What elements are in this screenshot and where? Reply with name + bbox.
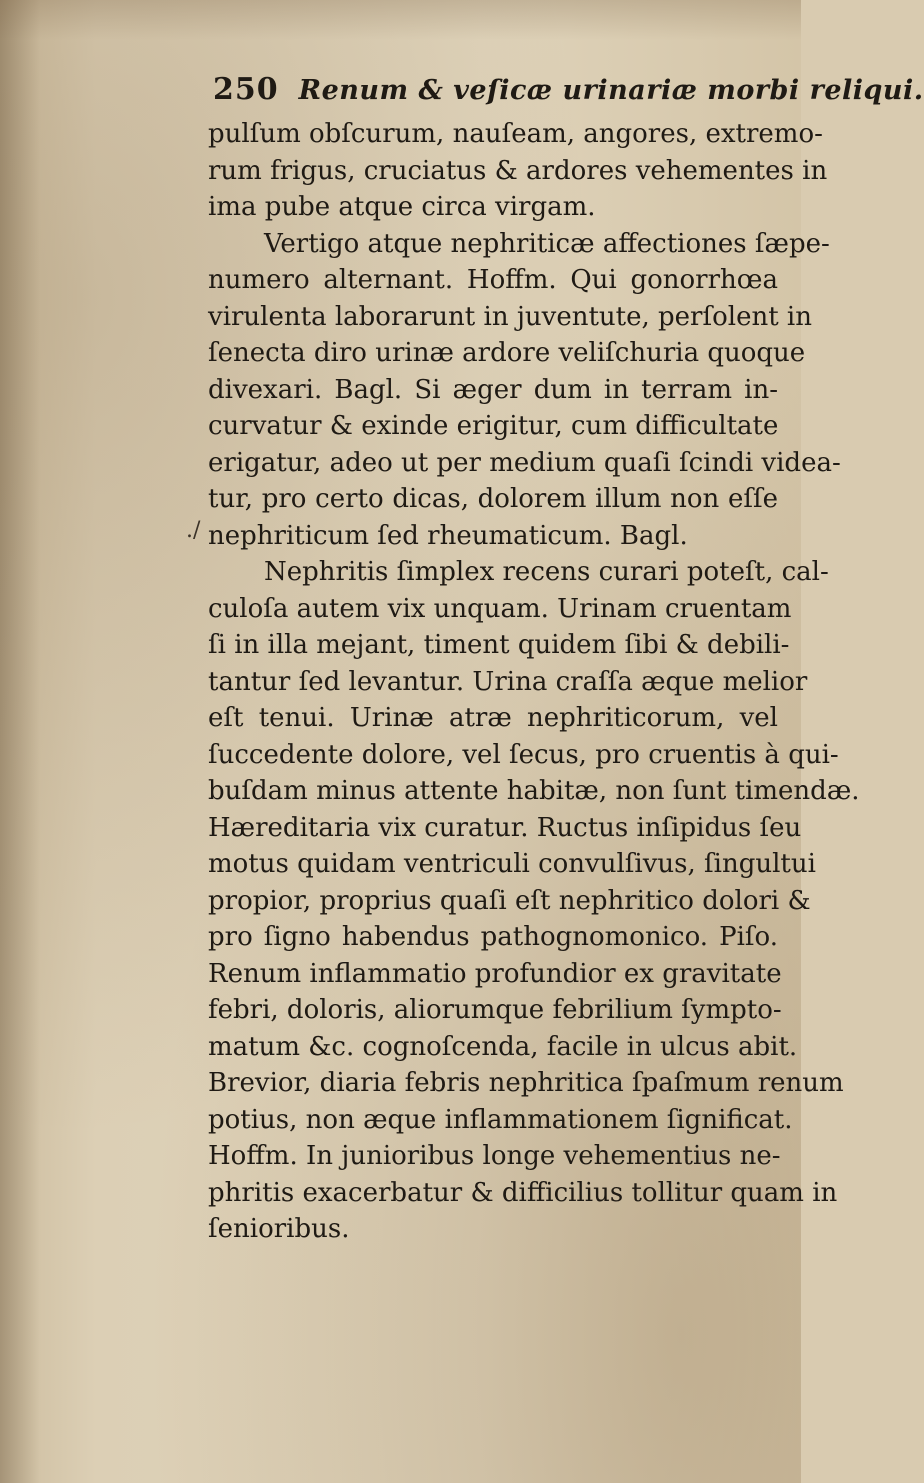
text-line: ſi in illa mejant, timent quidem ſibi & debili-: [208, 630, 790, 660]
margin-mark: ./: [186, 518, 201, 543]
text-line: eſt tenui. Urinæ atræ nephriticorum, vel: [208, 703, 778, 733]
text-body: [208, 116, 860, 1248]
text-line: Brevior, diaria febris nephritica ſpaſmum renum: [208, 1068, 844, 1098]
text-line: erigatur, adeo ut per medium quaſi ſcindi videa-: [208, 447, 841, 478]
top-edge-shading: [0, 0, 801, 40]
text-line: ſenioribus.: [208, 1214, 350, 1244]
text-line: Renum inflammatio profundior ex gravitate: [208, 958, 782, 989]
page-number: 250: [213, 72, 279, 107]
text-line: phritis exacerbatur & difficilius tollitur quam in: [208, 1177, 838, 1208]
text-line: rum frigus, cruciatus & ardores vehementes in: [208, 155, 828, 186]
text-line: Hæreditaria vix curatur. Ructus inſipidus ſeu: [208, 812, 802, 843]
text-line: ima pube atque circa virgam.: [208, 192, 596, 222]
running-head-title: Renum & veſicæ urinariæ morbi reliqui.: [298, 75, 924, 106]
text-line: ſuccedente dolore, vel ſecus, pro cruentis à qui-: [208, 739, 839, 770]
gutter-shadow: [0, 0, 40, 1483]
text-line: motus quidam ventriculi convulſivus, ſingultui: [208, 849, 816, 879]
text-line: culoſa autem vix unquam. Urinam cruentam: [208, 593, 792, 624]
text-line: divexari. Bagl. Si æger dum in terram in-: [208, 374, 778, 405]
text-line: tur, pro certo dicas, dolorem illum non eſſe: [208, 484, 778, 514]
text-line: potius, non æque inflammationem ſignificat.: [208, 1104, 793, 1135]
text-line: pulſum obſcurum, nauſeam, angores, extremo-: [208, 119, 823, 149]
text-line: propior, proprius quaſi eſt nephritico dolori &: [208, 885, 811, 916]
running-head: [213, 72, 924, 110]
text-line: Vertigo atque nephriticæ affectiones ſæpe-: [264, 228, 830, 259]
text-line: curvatur & exinde erigitur, cum difficultate: [208, 411, 779, 441]
text-line: nephriticum ſed rheumaticum. Bagl.: [208, 520, 688, 551]
text-line: ſenecta diro urinæ ardore veliſchuria quoque: [208, 338, 806, 368]
text-line: febri, doloris, aliorumque febrilium ſympto-: [208, 995, 782, 1025]
text-line: matum &c. cognoſcenda, facile in ulcus abit.: [208, 1031, 798, 1062]
text-line: Hoffm. In junioribus longe vehementius ne-: [208, 1141, 781, 1171]
text-line: Nephritis ſimplex recens curari poteſt, cal-: [264, 557, 829, 587]
text-line: virulenta laborarunt in juventute, perſolent in: [208, 301, 812, 332]
text-line: numero alternant. Hoffm. Qui gonorrhœa: [208, 265, 778, 295]
text-line: buſdam minus attente habitæ, non ſunt timendæ.: [208, 776, 860, 806]
text-line: pro ſigno habendus pathognomonico. Piſo.: [208, 922, 778, 952]
text-line: tantur ſed levantur. Urina craſſa æque melior: [208, 666, 808, 697]
